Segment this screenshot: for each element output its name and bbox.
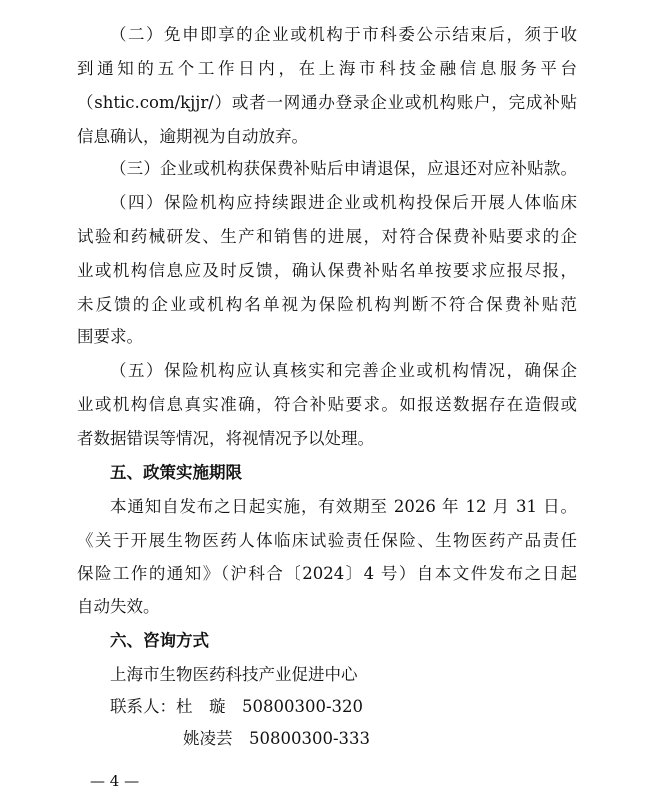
paragraph-4-line-2: 试验和药械研发、生产和销售的进展，对符合保费补贴要求的企: [77, 227, 577, 246]
contact-person-1: 联系人：杜 璇 50800300-320: [110, 697, 364, 716]
paragraph-2-line-3: （shtic.com/kjjr/）或者一网通办登录企业或机构账户，完成补贴: [77, 93, 577, 112]
paragraph-2-line-2: 到通知的五个工作日内，在上海市科技金融信息服务平台: [77, 59, 577, 78]
paragraph-5-line-2: 业或机构信息真实准确，符合补贴要求。如报送数据存在造假或: [77, 395, 577, 414]
section-6-heading: 六、咨询方式: [110, 631, 209, 650]
paragraph-2-line-1: （二）免申即享的企业或机构于市科委公示结束后，须于收: [110, 25, 577, 44]
paragraph-3-line-1: （三）企业或机构获保费补贴后申请退保，应退还对应补贴款。: [110, 159, 577, 178]
contact-person-2: 姚凌芸 50800300-333: [183, 729, 371, 748]
page-number: — 4 —: [90, 772, 140, 790]
paragraph-4-line-3: 业或机构信息应及时反馈，确认保费补贴名单按要求应报尽报，: [77, 261, 577, 280]
paragraph-5-line-3: 者数据错误等情况，将视情况予以处理。: [77, 429, 374, 448]
paragraph-2-line-4: 信息确认，逾期视为自动放弃。: [77, 127, 308, 146]
section-5-line-4: 自动失效。: [77, 597, 160, 616]
section-5-line-2: 《关于开展生物医药人体临床试验责任保险、生物医药产品责任: [77, 531, 577, 550]
section-5-heading: 五、政策实施期限: [110, 463, 242, 482]
contact-organization: 上海市生物医药科技产业促进中心: [110, 665, 358, 684]
paragraph-4-line-4: 未反馈的企业或机构名单视为保险机构判断不符合保费补贴范: [77, 295, 577, 314]
paragraph-4-line-1: （四）保险机构应持续跟进企业或机构投保后开展人体临床: [110, 193, 577, 212]
section-5-line-1: 本通知自发布之日起实施，有效期至 2026 年 12 月 31 日。: [110, 497, 577, 516]
paragraph-4-line-5: 围要求。: [77, 327, 143, 346]
section-5-line-3: 保险工作的通知》（沪科合〔2024〕4 号）自本文件发布之日起: [77, 564, 577, 583]
paragraph-5-line-1: （五）保险机构应认真核实和完善企业或机构情况，确保企: [110, 361, 577, 380]
